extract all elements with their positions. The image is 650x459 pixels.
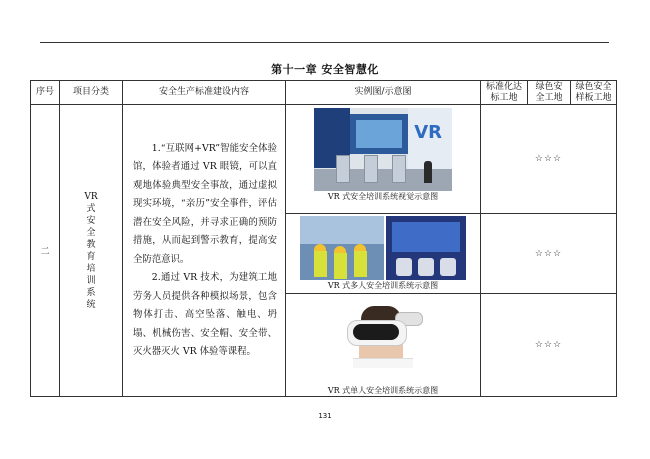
content-paragraph-2: 2.通过 VR 技术，为建筑工地劳务人员提供各种模拟场景，包含物体打击、高空坠落、触电、坍塌、机械伤害、安全帽、安全带、灭火器灭火 VR 体验等课程。 xyxy=(133,272,277,357)
safety-standard-table xyxy=(30,80,617,397)
category-char: 教 xyxy=(86,239,96,250)
category-char: 训 xyxy=(86,275,96,286)
category-char: 系 xyxy=(86,287,96,298)
category-char: 育 xyxy=(86,251,96,262)
header-rule xyxy=(40,42,609,43)
table-header-row xyxy=(31,81,617,105)
category-char: 全 xyxy=(86,227,96,238)
example-cell-2 xyxy=(286,214,481,294)
caption-2: VR 式多人安全培训系统示意图 xyxy=(327,281,439,290)
header-content: 安全生产标准建设内容 xyxy=(123,81,286,105)
row-category xyxy=(60,105,123,397)
header-category: 项目分类 xyxy=(60,81,123,105)
vr-single-user-training-image xyxy=(323,302,443,368)
example-cell-3 xyxy=(286,294,481,397)
table-row xyxy=(31,105,617,214)
caption-3: VR 式单人安全培训系统示意图 xyxy=(327,386,439,395)
vr-logo: VR xyxy=(414,122,442,143)
example-cell-1 xyxy=(286,105,481,214)
header-green-model: 绿色安全样板工地 xyxy=(571,81,617,105)
content-paragraph-1: 1.“互联网+VR”智能安全体验馆，体验者通过 VR 眼镜，可以直观地体验典型安全事故，通过虚拟现实环境，“亲历”安全事件，评估潜在安全风险，并寻求正确的预防措施，从而起到警示教育，提高安全防范意识。 xyxy=(133,142,277,265)
header-no: 序号 xyxy=(31,81,60,105)
rating-3: ☆☆☆ xyxy=(481,294,617,397)
category-char: 统 xyxy=(86,299,96,310)
chapter-title: 第十一章 安全智慧化 xyxy=(271,63,379,76)
caption-1: VR 式安全培训系统视觉示意图 xyxy=(327,192,439,201)
header-example: 实例图/示意图 xyxy=(286,81,481,105)
category-char: 式 xyxy=(86,203,96,214)
header-standard: 标准化达标工地 xyxy=(481,81,528,105)
vr-multi-user-training-image xyxy=(300,216,466,280)
row-number: 二 xyxy=(31,105,60,397)
rating-2: ☆☆☆ xyxy=(481,214,617,294)
header-green-safe: 绿色安全工地 xyxy=(528,81,571,105)
vr-visual-training-image xyxy=(314,108,452,191)
category-char: VR xyxy=(84,191,98,202)
category-char: 培 xyxy=(86,263,96,274)
row-content xyxy=(123,105,286,397)
category-char: 安 xyxy=(86,215,96,226)
rating-1: ☆☆☆ xyxy=(481,105,617,214)
page-number: 131 xyxy=(318,412,332,420)
